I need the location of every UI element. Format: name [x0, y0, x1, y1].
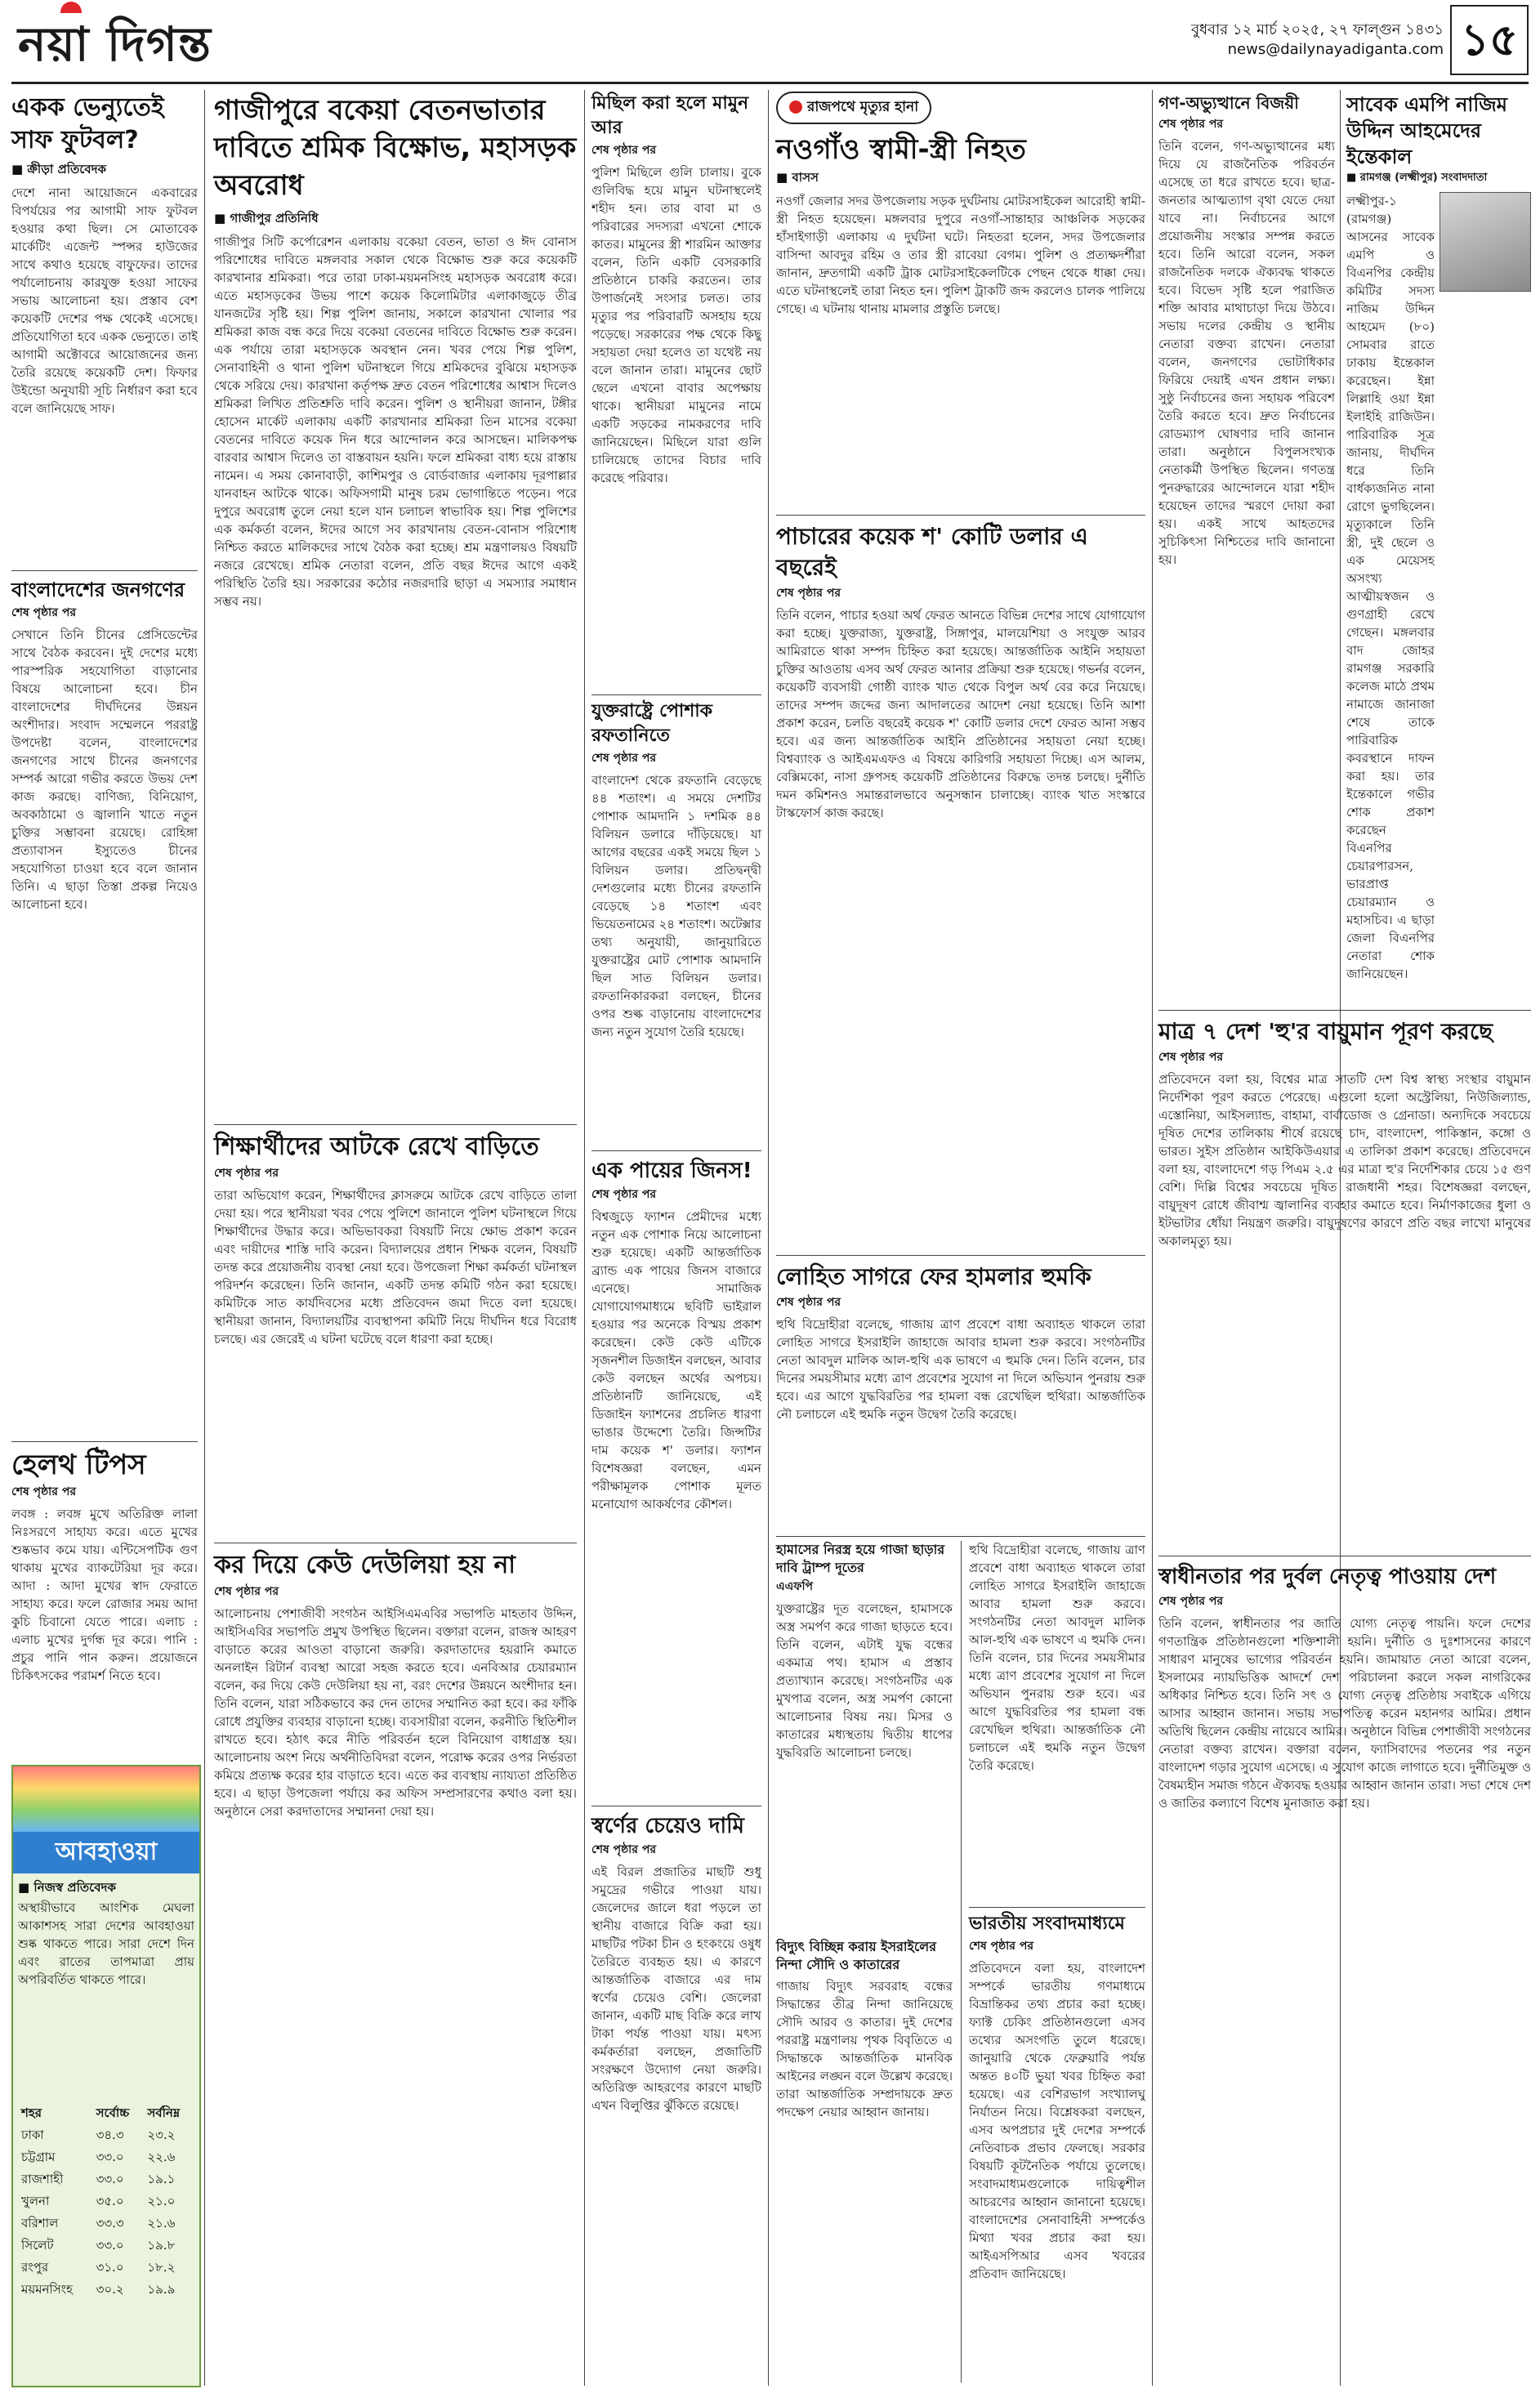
continued-label: শেষ পৃষ্ঠার পর [776, 587, 841, 600]
article-kor [214, 1549, 577, 2389]
byline: ■ নিজস্ব প্রতিবেদক [18, 1880, 116, 1895]
article-bangladesh [11, 577, 198, 1451]
article-divider [11, 1441, 198, 1442]
weather-summary: অস্থায়ীভাবে আংশিক মেঘলা আকাশসহ সারা দেশের আবহাওয়া শুষ্ক থাকতে পারে। সারা দেশে দিন এবং রাতের তাপমাত্রা প্রায় অপরিবর্তিত থাকতে পারে। [18, 1900, 194, 1987]
table-row: সিলেট ৩৩.০ ১৯.৮ [21, 2238, 176, 2253]
article-gono [1158, 92, 1335, 1028]
article-michil [591, 92, 761, 719]
continued-label: শেষ পৃষ্ঠার পর [214, 1585, 279, 1598]
headline: মিছিল করা হলে মামুন আর [591, 93, 749, 138]
article-divider [969, 1907, 1145, 1908]
article-body: লবঙ্গ : লবঙ্গ মুখে অতিরিক্ত লালা নিঃসরণে সাহায্য করে। এতে মুখের শুষ্কভাব কমে যায়। এন্টিসেপটিক গুণ থাকায় মুখের ব্যাকটেরিয়া দূর করে। আদা : আদা মুখের স্বাদ ফেরাতে সাহায্য করে। ফলে রোজার সময় আদা কুচি চিবানো যেতে পারে। এলাচ : এলাচ মুখের দুর্গন্ধ দূর করে। পানি : প্রচুর পানি পান করুন। প্রয়োজনে চিকিৎসকের পরামর্শ নিতে হবে। [11, 1507, 198, 1683]
article-body: সেখানে তিনি চীনের প্রেসিডেন্টের সাথে বৈঠক করবেন। দুই দেশের মধ্যে পারস্পরিক সহযোগিতা বাড়ানোর বিষয়ে আলোচনা হবে। চীন বাংলাদেশের দীর্ঘদিনের উন্নয়ন অংশীদার। সংবাদ সম্মেলনে পররাষ্ট্র উপদেষ্টা বলেন, বাংলাদেশের জনগণের সাথে চীনের জনগণের সম্পর্ক আরো গভীর করতে উভয় দেশ কাজ করছে। বাণিজ্য, বিনিয়োগ, অবকাঠামো ও জ্বালানি খাতে নতুন চুক্তির সম্ভাবনা রয়েছে। রোহিঙ্গা প্রত্যাবাসন ইস্যুতেও চীনের সহযোগিতা চাওয়া হবে বলে জানান তিনি। এ ছাড়া তিস্তা প্রকল্প নিয়েও আলোচনা হবে। [11, 627, 198, 912]
article-body: তিনি বলেন, স্বাধীনতার পর জাতি যোগ্য নেতৃত্ব পায়নি। ফলে দেশের গণতান্ত্রিক প্রতিষ্ঠানগুলো শক্তিশালী হয়নি। দুর্নীতি ও দুঃশাসনের কারণে সাধারণ মানুষের ভাগ্যের পরিবর্তন হয়নি। জামায়াত নেতা আরো বলেন, ইসলামের ন্যায়ভিত্তিক আদর্শে দেশ পরিচালনা করলে সকল নাগরিকের অধিকার নিশ্চিত হবে। তিনি সৎ ও যোগ্য নেতৃত্ব প্রতিষ্ঠায় সবাইকে এগিয়ে আসার আহ্বান জানান। সভায় সভাপতিত্ব করেন মহানগর আমির। প্রধান অতিথি ছিলেন কেন্দ্রীয় নায়েবে আমির। অনুষ্ঠানে বিভিন্ন পেশাজীবী সংগঠনের নেতারা বক্তব্য রাখেন। বক্তারা বলেন, ফ্যাসিবাদের পতনের পর নতুন বাংলাদেশ গড়ার সুযোগ এসেছে। এ সুযোগ কাজে লাগাতে হবে। দুর্নীতিমুক্ত ও বৈষম্যহীন সমাজ গঠনে ঐক্যবদ্ধ হওয়ার আহ্বান জানান তারা। সভা শেষে দেশ ও জাতির কল্যাণে বিশেষ মুনাজাত করা হয়। [1158, 1616, 1531, 1811]
article-divider [776, 515, 1145, 516]
newspaper-logo: নয়া দিগন্ত [18, 8, 212, 87]
article-divider [11, 570, 198, 571]
article-body: প্রতিবেদনে বলা হয়, বিশ্বের মাত্র সাতটি দেশ বিশ্ব স্বাস্থ্য সংস্থার বায়ুমান নির্দেশিকা পূরণ করতে পেরেছে। এগুলো হলো অস্ট্রেলিয়া, নিউজিল্যান্ড, এস্তোনিয়া, আইসল্যান্ড, বাহামা, বার্বাডোজ ও গ্রেনাডা। অন্যদিকে সবচেয়ে দূষিত দেশের তালিকায় শীর্ষে রয়েছে চাদ, বাংলাদেশ, পাকিস্তান, কঙ্গো ও ভারত। সুইস প্রতিষ্ঠান আইকিউএয়ার এ তালিকা প্রকাশ করেছে। প্রতিবেদনে বলা হয়, বাংলাদেশে গড় পিএম ২.৫ এর মাত্রা হু'র নির্দেশিকার চেয়ে ১৫ গুণ বেশি। দিল্লি বিশ্বের সবচেয়ে দূষিত রাজধানী শহর। বিশেষজ্ঞরা বলছেন, বায়ুদূষণ রোধে জীবাশ্ম জ্বালানির ব্যবহার কমাতে হবে। নির্মাণকাজের ধুলা ও ইটভাটার ধোঁয়া নিয়ন্ত্রণ জরুরি। বায়ুদূষণের কারণে প্রতি বছর লাখো মানুষের অকালমৃত্যু হয়। [1158, 1072, 1531, 1248]
continued-label: শেষ পৃষ্ঠার পর [1158, 118, 1224, 131]
article-pachar [776, 521, 1145, 1284]
article-gold [591, 1812, 761, 2386]
article-gazipur [214, 92, 577, 1172]
article-mp [1346, 92, 1531, 1001]
headline: শিক্ষার্থীদের আটকে রেখে বাড়িতে [214, 1132, 539, 1161]
headline: কর দিয়ে কেউ দেউলিয়া হয় না [214, 1551, 516, 1579]
table-row: রংপুর ৩১.০ ১৮.২ [21, 2260, 176, 2275]
continued-label: শেষ পৃষ্ঠার পর [776, 1296, 841, 1309]
headline: সাবেক এমপি নাজিম উদ্দিন আহমেদের ইন্তেকাল [1346, 93, 1508, 168]
article-air [1158, 1016, 1531, 1561]
article-body: বাংলাদেশ থেকে রফতানি বেড়েছে ৪৪ শতাংশ। এ সময়ে দেশটির পোশাক আমদানি ১ দশমিক ৪৪ বিলিয়ন ডলারে দাঁড়িয়েছে। যা আগের বছরের একই সময়ে ছিল ১ বিলিয়ন ডলার। প্রতিদ্বন্দ্বী দেশগুলোর মধ্যে চীনের রফতানি বেড়েছে ১৪ শতাংশ এবং ভিয়েতনামের ২৪ শতাংশ। অটেক্সার তথ্য অনুযায়ী, জানুয়ারিতে যুক্তরাষ্ট্রের মোট পোশাক আমদানি ছিল সাত বিলিয়ন ডলার। রফতানিকারকরা বলছেন, চীনের ওপর শুল্ক বাড়ানোয় বাংলাদেশের জন্য নতুন সুযোগ তৈরি হয়েছে। [591, 773, 761, 1039]
article-body: পুলিশ মিছিলে গুলি চালায়। বুকে গুলিবিদ্ধ হয়ে মামুন ঘটনাস্থলেই শহীদ হন। তার বাবা মা ও পরিবারের সদস্যরা এখনো শোকে কাতর। মামুনের স্ত্রী শারমিন আক্তার বলেন, তিনি একটি বেসরকারি প্রতিষ্ঠানে চাকরি করতেন। তার উপার্জনেই সংসার চলত। তার মৃত্যুর পর পরিবারটি অসহায় হয়ে পড়েছে। সরকারের পক্ষ থেকে কিছু সহায়তা দেয়া হলেও তা যথেষ্ট নয় বলে জানান তারা। মামুনের ছোট ছেলে এখনো বাবার অপেক্ষায় থাকে। স্থানীয়রা মামুনের নামে একটি সড়কের নামকরণের দাবি জানিয়েছেন। মিছিলে যারা গুলি চালিয়েছে তাদের বিচার দাবি করেছে পরিবার। [591, 165, 761, 485]
rainbow-icon [13, 1766, 199, 1832]
continued-label: এএফপি [776, 1580, 814, 1593]
headline: হামাসের নিরস্ত্র হয়ে গাজা ছাড়ার দাবি ট্রাম্প দূতের [776, 1542, 945, 1575]
table-row: চট্টগ্রাম ৩৩.০ ২২.৬ [21, 2150, 176, 2164]
article-divider [776, 1536, 1145, 1537]
article-body: এই বিরল প্রজাতির মাছটি শুধু সমুদ্রের গভীরে পাওয়া যায়। জেলেদের জালে ধরা পড়লে তা স্থানীয় বাজারে বিক্রি করা হয়। মাছটির পটকা চীন ও হংকংয়ে ওষুধ তৈরিতে ব্যবহৃত হয়। এ কারণে আন্তর্জাতিক বাজারে এর দাম স্বর্ণের চেয়েও বেশি। জেলেরা জানান, একটি মাছ বিক্রি করে লাখ টাকা পর্যন্ত পাওয়া যায়। মৎস্য কর্মকর্তারা বলছেন, প্রজাতিটি সংরক্ষণে উদ্যোগ নেয়া জরুরি। অতিরিক্ত আহরণের কারণে মাছটি এখন বিলুপ্তির ঝুঁকিতে রয়েছে। [591, 1864, 761, 2113]
article-body: তারা অভিযোগ করেন, শিক্ষার্থীদের ক্লাসরুমে আটকে রেখে বাড়িতে তালা দেয়া হয়। পরে স্থানীয়রা খবর পেয়ে পুলিশে জানালে পুলিশ ঘটনাস্থলে গিয়ে শিক্ষার্থীদের উদ্ধার করে। অভিভাবকরা বিষয়টি নিয়ে ক্ষোভ প্রকাশ করেন এবং দায়ীদের শাস্তি দাবি করেন। বিদ্যালয়ের প্রধান শিক্ষক বলেন, বিষয়টি তদন্ত করে প্রয়োজনীয় ব্যবস্থা নেয়া হবে। উপজেলা শিক্ষা কর্মকর্তা ঘটনাস্থল পরিদর্শন করেছেন। তিনি জানান, একটি তদন্ত কমিটি গঠন করা হয়েছে। কমিটিকে সাত কার্যদিবসের মধ্যে প্রতিবেদন জমা দিতে বলা হয়েছে। স্থানীয়রা জানান, বিদ্যালয়টির ব্যবস্থাপনা কমিটি নিয়ে দীর্ঘদিন ধরে বিরোধ চলছে। এর জেরেই এ ঘটনা ঘটেছে বলে ধারণা করা হচ্ছে। [214, 1188, 577, 1346]
article-body: যুক্তরাষ্ট্রের দূত বলেছেন, হামাসকে অস্ত্র সমর্পণ করে গাজা ছাড়তে হবে। তিনি বলেন, এটাই যুদ্ধ বন্ধের একমাত্র পথ। হামাস এ প্রস্তাব প্রত্যাখ্যান করেছে। সংগঠনটির এক মুখপাত্র বলেন, অস্ত্র সমর্পণ কোনো আলোচনার বিষয় নয়। মিসর ও কাতারের মধ্যস্থতায় দ্বিতীয় ধাপের যুদ্ধবিরতি আলোচনা চলছে। [776, 1601, 953, 1760]
continued-label: শেষ পৃষ্ঠার পর [591, 752, 657, 765]
byline: ■ ক্রীড়া প্রতিবেদক [11, 162, 107, 176]
column-divider [1152, 90, 1153, 2386]
article-saf [11, 92, 198, 551]
continued-label: শেষ পৃষ্ঠার পর [591, 1843, 657, 1856]
headline: হেলথ টিপস [11, 1449, 146, 1481]
article-hamas [776, 1541, 953, 1943]
page-number: ১৫ [1450, 5, 1529, 75]
column-divider [204, 90, 205, 2386]
headline: ভারতীয় সংবাদমাধ্যমে [969, 1913, 1125, 1934]
article-divider [591, 694, 761, 695]
article-naogaon [776, 92, 1145, 507]
weather-title: আবহাওয়া [13, 1832, 199, 1873]
article-bharat-top [969, 1541, 1145, 1900]
continued-label: শেষ পৃষ্ঠার পর [11, 1485, 77, 1498]
byline: ■ গাজীপুর প্রতিনিধি [214, 211, 319, 226]
headline: নওগাঁও স্বামী-স্ত্রী নিহত [776, 133, 1026, 166]
article-divider [214, 1124, 577, 1125]
article-body: তিনি বলেন, পাচার হওয়া অর্থ ফেরত আনতে বিভিন্ন দেশের সাথে যোগাযোগ করা হচ্ছে। যুক্তরাজ্য, যুক্তরাষ্ট্র, সিঙ্গাপুর, মালয়েশিয়া ও সংযুক্ত আরব আমিরাতে থাকা সম্পদ চিহ্নিত করা হয়েছে। আন্তর্জাতিক আইনি সহায়তা চুক্তির আওতায় এসব অর্থ ফেরত আনার প্রক্রিয়া শুরু হয়েছে। গভর্নর বলেন, কয়েকটি ব্যবসায়ী গোষ্ঠী ব্যাংক খাত থেকে বিপুল অর্থ বের করে নিয়েছে। তাদের সম্পদ জব্দের জন্য আদালতের আদেশ নেয়া হয়েছে। তিনি আশা প্রকাশ করেন, চলতি বছরেই কয়েক শ' কোটি ডলার দেশে ফেরত আনা সম্ভব হবে। এর জন্য আন্তর্জাতিক আইনি প্রতিষ্ঠানের সহায়তা নেয়া হচ্ছে। বিশ্বব্যাংক ও আইএমএফও এ বিষয়ে কারিগরি সহায়তা দিচ্ছে। এস আলম, বেক্সিমকো, নাসা গ্রুপসহ কয়েকটি প্রতিষ্ঠানের বিরুদ্ধে তদন্ত চলছে। দুর্নীতি দমন কমিশনও সমান্তরালভাবে অনুসন্ধান চালাচ্ছে। ব্যাংক খাত সংস্কারে টাস্কফোর্স কাজ করছে। [776, 608, 1145, 820]
article-body: লক্ষ্মীপুর-১ (রামগঞ্জ) আসনের সাবেক এমপি ও বিএনপির কেন্দ্রীয় কমিটির সদস্য নাজিম উদ্দিন আহমেদ (৮০) সোমবার রাতে ঢাকায় ইন্তেকাল করেছেন। ইন্না লিল্লাহি ওয়া ইন্না ইলাইহি রাজিউন। পারিবারিক সূত্র জানায়, দীর্ঘদিন ধরে তিনি বার্ধক্যজনিত নানা রোগে ভুগছিলেন। মৃত্যুকালে তিনি স্ত্রী, দুই ছেলে ও এক মেয়েসহ অসংখ্য আত্মীয়স্বজন ও গুণগ্রাহী রেখে গেছেন। মঙ্গলবার বাদ জোহর রামগঞ্জ সরকারি কলেজ মাঠে প্রথম নামাজে জানাজা শেষে তাকে পারিবারিক কবরস্থানে দাফন করা হয়। তার ইন্তেকালে গভীর শোক প্রকাশ করেছেন বিএনপির চেয়ারপারসন, ভারপ্রাপ্ত চেয়ারম্যান ও মহাসচিব। এ ছাড়া জেলা বিএনপির নেতারা শোক জানিয়েছেন। [1346, 194, 1435, 981]
continued-label: শেষ পৃষ্ঠার পর [969, 1940, 1034, 1953]
continued-label: শেষ পৃষ্ঠার পর [591, 1188, 657, 1201]
weather-box [11, 1765, 201, 2387]
article-divider [1158, 1010, 1531, 1011]
contact-email: news@dailynayadiganta.com [1227, 41, 1444, 58]
article-swadhin [1158, 1562, 1531, 2382]
headline: বিদ্যুৎ বিচ্ছিন্ন করায় ইসরাইলের নিন্দা সৌদি ও কাতারের [776, 1939, 936, 1972]
table-row: ময়মনসিংহ ৩০.২ ১৯.৯ [21, 2282, 176, 2297]
table-row: খুলনা ৩৫.০ ২১.০ [21, 2194, 176, 2208]
article-body: তিনি বলেন, গণ-অভ্যুত্থানের মধ্য দিয়ে যে রাজনৈতিক পরিবর্তন এসেছে তা ধরে রাখতে হবে। ছাত্র-জনতার আত্মত্যাগ বৃথা যেতে দেয়া যাবে না। নির্বাচনের আগে প্রয়োজনীয় সংস্কার সম্পন্ন করতে হবে। তিনি আরো বলেন, সকল রাজনৈতিক দলকে ঐক্যবদ্ধ থাকতে হবে। বিভেদ সৃষ্টি হলে পরাজিত শক্তি আবার মাথাচাড়া দিয়ে উঠবে। সভায় দলের কেন্দ্রীয় ও স্থানীয় নেতারা বক্তব্য রাখেন। নেতারা বলেন, জনগণের ভোটাধিকার ফিরিয়ে দেয়াই এখন প্রধান লক্ষ্য। সুষ্ঠু নির্বাচনের জন্য সহায়ক পরিবেশ তৈরি করতে হবে। দ্রুত নির্বাচনের রোডম্যাপ ঘোষণার দাবি জানান তারা। অনুষ্ঠানে বিপুলসংখ্যক নেতাকর্মী উপস্থিত ছিলেন। গণতন্ত্র পুনরুদ্ধারের আন্দোলনে যারা শহীদ হয়েছেন তাদের স্মরণে দোয়া করা হয়। একই সাথে আহতদের সুচিকিৎসা নিশ্চিতের দাবি জানানো হয়। [1158, 139, 1335, 567]
headline: মাত্র ৭ দেশ 'হু'র বায়ুমান পূরণ করছে [1158, 1018, 1493, 1045]
table-row: রাজশাহী ৩৩.০ ১৯.১ [21, 2172, 176, 2186]
continued-label: শেষ পৃষ্ঠার পর [591, 144, 657, 157]
headline: বাংলাদেশের জনগণের [11, 578, 185, 601]
masthead-divider [11, 82, 1529, 84]
section-tag: রাজপথে মৃত্যুর হানা [776, 92, 931, 124]
column-divider [584, 90, 585, 2386]
portrait-photo [1440, 192, 1531, 292]
article-body: নওগাঁ জেলার সদর উপজেলায় সড়ক দুর্ঘটনায় মোটরসাইকেল আরোহী স্বামী-স্ত্রী নিহত হয়েছেন। মঙ্গলবার দুপুরে নওগাঁ-সান্তাহার আঞ্চলিক সড়কের হাঁসাইগাড়ী এলাকায় এ দুর্ঘটনা ঘটে। নিহতরা হলেন, সদর উপজেলার বাসিন্দা আবদুর রহিম ও তার স্ত্রী রাবেয়া বেগম। পুলিশ ও প্রত্যক্ষদর্শীরা জানান, দ্রুতগামী একটি ট্রাক মোটরসাইকেলটিকে পেছন থেকে ধাক্কা দেয়। এতে ঘটনাস্থলেই তারা নিহত হন। পুলিশ ট্রাকটি জব্দ করলেও চালক পালিয়ে গেছে। এ ঘটনায় থানায় মামলার প্রস্তুতি চলছে। [776, 194, 1145, 316]
table-row: বরিশাল ৩৩.৩ ২১.৬ [21, 2216, 176, 2231]
article-body: গাজায় বিদ্যুৎ সরবরাহ বন্ধের সিদ্ধান্তের তীব্র নিন্দা জানিয়েছে সৌদি আরব ও কাতার। দুই দেশের পররাষ্ট্র মন্ত্রণালয় পৃথক বিবৃতিতে এ সিদ্ধান্তকে আন্তর্জাতিক মানবিক আইনের লঙ্ঘন বলে উল্লেখ করেছে। তারা আন্তর্জাতিক সম্প্রদায়কে দ্রুত পদক্ষেপ নেয়ার আহ্বান জানায়। [776, 1979, 953, 2119]
column-divider [768, 90, 769, 2386]
article-lohit [776, 1262, 1145, 1536]
headline: একক ভেন্যুতেই সাফ ফুটবল? [11, 93, 164, 154]
article-shikkharthi [214, 1131, 577, 1546]
article-israel [776, 1938, 953, 2369]
headline: গণ-অভ্যুত্থানে বিজয়ী [1158, 93, 1299, 113]
byline: ■ বাসস [776, 170, 819, 185]
article-body: আলোচনায় পেশাজীবী সংগঠন আইসিএমএবির সভাপতি মাহতাব উদ্দিন, আইসিএবির সভাপতি প্রমুখ উপস্থিত ছিলেন। বক্তারা বলেন, রাজস্ব আহরণ বাড়াতে করের আওতা বাড়ানো জরুরি। করদাতাদের হয়রানি কমাতে অনলাইন রিটার্ন ব্যবস্থা আরো সহজ করতে হবে। এনবিআর চেয়ারম্যান বলেন, কর দিয়ে কেউ দেউলিয়া হয় না, বরং দেশের উন্নয়নে অংশীদার হন। তিনি বলেন, যারা সঠিকভাবে কর দেন তাদের সম্মানিত করা হবে। কর ফাঁকি রোধে প্রযুক্তির ব্যবহার বাড়ানো হচ্ছে। ব্যবসায়ীরা বলেন, করনীতি স্থিতিশীল রাখতে হবে। হঠাৎ করে নীতি পরিবর্তন হলে বিনিয়োগ বাধাগ্রস্ত হয়। আলোচনায় অংশ নিয়ে অর্থনীতিবিদরা বলেন, পরোক্ষ করের ওপর নির্ভরতা কমিয়ে প্রত্যক্ষ করের হার বাড়াতে হবে। এতে কর ব্যবস্থায় ন্যায্যতা প্রতিষ্ঠিত হবে। এ ছাড়া উপজেলা পর্যায়ে কর অফিস সম্প্রসারণের কথাও বলা হয়। অনুষ্ঠানে সেরা করদাতাদের সম্মাননা দেয়া হয়। [214, 1606, 577, 1819]
issue-date: বুধবার ১২ মার্চ ২০২৫, ২৭ ফাল্গুন ১৪৩১ [1190, 21, 1444, 38]
headline: স্বাধীনতার পর দুর্বল নেতৃত্ব পাওয়ায় দেশ [1158, 1565, 1497, 1589]
article-usa [591, 699, 761, 1188]
continued-label: শেষ পৃষ্ঠার পর [214, 1167, 279, 1180]
article-divider [591, 1150, 761, 1151]
sun-icon [60, 2, 82, 13]
article-body: হুথি বিদ্রোহীরা বলেছে, গাজায় ত্রাণ প্রবেশে বাধা অব্যাহত থাকলে তারা লোহিত সাগরে ইসরাইলি জাহাজে আবার হামলা শুরু করবে। সংগঠনটির নেতা আবদুল মালিক আল-হুথি এক ভাষণে এ হুমকি দেন। তিনি বলেন, চার দিনের সময়সীমার মধ্যে ত্রাণ প্রবেশের সুযোগ না দিলে অভিযান পুনরায় শুরু হবে। এর আগে যুদ্ধবিরতির পর হামলা বন্ধ রেখেছিল হুথিরা। আন্তর্জাতিক নৌ চলাচলে এই হুমকি নতুন উদ্বেগ তৈরি করেছে। [776, 1317, 1145, 1422]
article-bharat [969, 1912, 1145, 2384]
accident-icon [789, 100, 802, 114]
column-divider [961, 1541, 962, 2382]
headline: এক পায়ের জিনস! [591, 1159, 752, 1183]
temperature-table [18, 2103, 194, 2302]
article-divider [776, 1255, 1145, 1256]
article-body: বিশ্বজুড়ে ফ্যাশন প্রেমীদের মধ্যে নতুন এক পোশাক নিয়ে আলোচনা শুরু হয়েছে। একটি আন্তর্জাতিক ব্র্যান্ড এক পায়ের জিনস বাজারে এনেছে। সামাজিক যোগাযোগমাধ্যমে ছবিটি ভাইরাল হওয়ার পর অনেকে বিস্ময় প্রকাশ করেছেন। কেউ কেউ এটিকে সৃজনশীল ডিজাইন বলছেন, আবার কেউ বলছেন অর্থের অপচয়। প্রতিষ্ঠানটি জানিয়েছে, এই ডিজাইন ফ্যাশনের প্রচলিত ধারণা ভাঙার উদ্দেশ্যে তৈরি। জিন্সটির দাম কয়েক শ' ডলার। ফ্যাশন বিশেষজ্ঞরা বলছেন, এমন পরীক্ষামূলক পোশাক মূলত মনোযোগ আকর্ষণের কৌশল। [591, 1209, 761, 1512]
table-row: ঢাকা ৩৪.৩ ২৩.২ [21, 2128, 176, 2142]
article-body: প্রতিবেদনে বলা হয়, বাংলাদেশ সম্পর্কে ভারতীয় গণমাধ্যমে বিভ্রান্তিকর তথ্য প্রচার করা হচ্ছে। ফ্যাক্ট চেকিং প্রতিষ্ঠানগুলো এসব তথ্যের অসংগতি তুলে ধরেছে। জানুয়ারি থেকে ফেব্রুয়ারি পর্যন্ত অন্তত ৪০টি ভুয়া খবর চিহ্নিত করা হয়েছে। এর বেশিরভাগ সংখ্যালঘু নির্যাতন নিয়ে। বিশ্লেষকরা বলছেন, এসব অপপ্রচার দুই দেশের সম্পর্কে নেতিবাচক প্রভাব ফেলছে। সরকার বিষয়টি কূটনৈতিক পর্যায়ে তুলেছে। সংবাদমাধ্যমগুলোকে দায়িত্বশীল আচরণের আহ্বান জানানো হয়েছে। বাংলাদেশের সেনাবাহিনী সম্পর্কেও মিথ্যা খবর প্রচার করা হয়। আইএসপিআর এসব খবরের প্রতিবাদ জানিয়েছে। [969, 1961, 1145, 2281]
article-body: দেশে নানা আয়োজনে একবারের বিপর্যয়ের পর আগামী সাফ ফুটবল হওয়ার কথা ছিল। সে মোতাবেক মার্কেটিং এজেন্ট স্পন্সর হাউজের সাথে কথাও হয়েছে বাফুফের। তাদের পর্যালোচনায় কারযুক্ত হওয়া সাফের সভায় আলোচনা হয়। প্রস্তাব বেশ কয়েকটি দেশের পক্ষ থেকেই এসেছে। প্রতিযোগিতা হবে একক ভেন্যুতে। তাই আগামী অক্টোবরে আয়োজনের জন্য তৈরি রয়েছে কয়েকটি দেশ। ফিফার উইন্ডো অনুযায়ী সূচি নির্ধারণ করা হবে বলে জানিয়েছে সাফ। [11, 185, 198, 416]
continued-label: শেষ পৃষ্ঠার পর [1158, 1051, 1224, 1064]
article-body: হুথি বিদ্রোহীরা বলেছে, গাজায় ত্রাণ প্রবেশে বাধা অব্যাহত থাকলে তারা লোহিত সাগরে ইসরাইলি জাহাজে আবার হামলা শুরু করবে। সংগঠনটির নেতা আবদুল মালিক আল-হুথি এক ভাষণে এ হুমকি দেন। তিনি বলেন, চার দিনের সময়সীমার মধ্যে ত্রাণ প্রবেশের সুযোগ না দিলে অভিযান পুনরায় শুরু হবে। এর আগে যুদ্ধবিরতির পর হামলা বন্ধ রেখেছিল হুথিরা। আন্তর্জাতিক নৌ চলাচলে এই হুমকি নতুন উদ্বেগ তৈরি করেছে। [969, 1543, 1145, 1773]
table-header: শহর সর্বোচ্চ সর্বনিম্ন [21, 2106, 181, 2120]
continued-label: শেষ পৃষ্ঠার পর [1158, 1595, 1224, 1608]
byline: ■ রামগঞ্জ (লক্ষ্মীপুর) সংবাদদাতা [1346, 172, 1488, 184]
headline: স্বর্ণের চেয়েও দামি [591, 1814, 744, 1838]
article-jeans [591, 1157, 761, 1812]
article-body: গাজীপুর সিটি কর্পোরেশন এলাকায় বকেয়া বেতন, ভাতা ও ঈদ বোনাস পরিশোধের দাবিতে মঙ্গলবার সকাল থেকে বিক্ষোভ শুরু করে কয়েকটি কারখানার শ্রমিকরা। পরে তারা ঢাকা-ময়মনসিংহ মহাসড়ক অবরোধ করে। এতে মহাসড়কের উভয় পাশে কয়েক কিলোমিটার এলাকাজুড়ে তীব্র যানজটের সৃষ্টি হয়। শিল্প পুলিশ জানায়, সকালে কারখানা খোলার পর শ্রমিকরা কাজ বন্ধ করে দিয়ে বকেয়া বেতনের দাবিতে বিক্ষোভ শুরু করেন। এক পর্যায়ে তারা মহাসড়কে অবস্থান নেন। খবর পেয়ে শিল্প পুলিশ, সেনাবাহিনী ও থানা পুলিশ ঘটনাস্থলে গিয়ে শ্রমিকদের বুঝিয়ে মহাসড়ক থেকে সরিয়ে দেয়। কারখানা কর্তৃপক্ষ দ্রুত বেতন পরিশোধের আশ্বাস দিলেও শ্রমিকরা লিখিত প্রতিশ্রুতি দাবি করেন। পুলিশ ও স্থানীয়রা জানান, টঙ্গীর হোসেন মার্কেট এলাকায় একটি কারখানার শ্রমিকরা তিন মাসের বকেয়া বেতনের দাবিতে কয়েক দিন ধরে আন্দোলন করে আসছেন। মালিকপক্ষ বারবার আশ্বাস দিলেও তা বাস্তবায়ন হয়নি। ফলে শ্রমিকরা বাধ্য হয়ে রাস্তায় নামেন। এ সময় কোনাবাড়ী, কাশিমপুর ও বোর্ডবাজার এলাকায় দূরপাল্লার যানবাহন আটকে থাকে। অফিসগামী মানুষ চরম ভোগান্তিতে পড়েন। পরে দুপুরে অবরোধ তুলে নেয়া হলে যান চলাচল স্বাভাবিক হয়। শিল্প পুলিশের এক কর্মকর্তা বলেন, ঈদের আগে সব কারখানায় বেতন-বোনাস পরিশোধ নিশ্চিত করতে মালিকদের সাথে বৈঠক করা হচ্ছে। শ্রম মন্ত্রণালয়ও বিষয়টি নজরে রেখেছে। শ্রমিক নেতারা বলেন, প্রতি বছর ঈদের আগে একই পরিস্থিতি তৈরি হয়। সরকারের কঠোর নজরদারি ছাড়া এ সমস্যার সমাধান সম্ভব নয়। [214, 234, 577, 609]
article-health [11, 1448, 198, 1766]
headline: যুক্তরাষ্ট্রে পোশাক রফতানিতে [591, 701, 713, 746]
headline: লোহিত সাগরে ফের হামলার হুমকি [776, 1263, 1091, 1290]
headline: পাচারের কয়েক শ' কোটি ডলার এ বছরেই [776, 523, 1088, 581]
headline: গাজীপুরে বকেয়া বেতনভাতার দাবিতে শ্রমিক বিক্ষোভ, মহাসড়ক অবরোধ [214, 94, 577, 202]
continued-label: শেষ পৃষ্ঠার পর [11, 606, 77, 619]
